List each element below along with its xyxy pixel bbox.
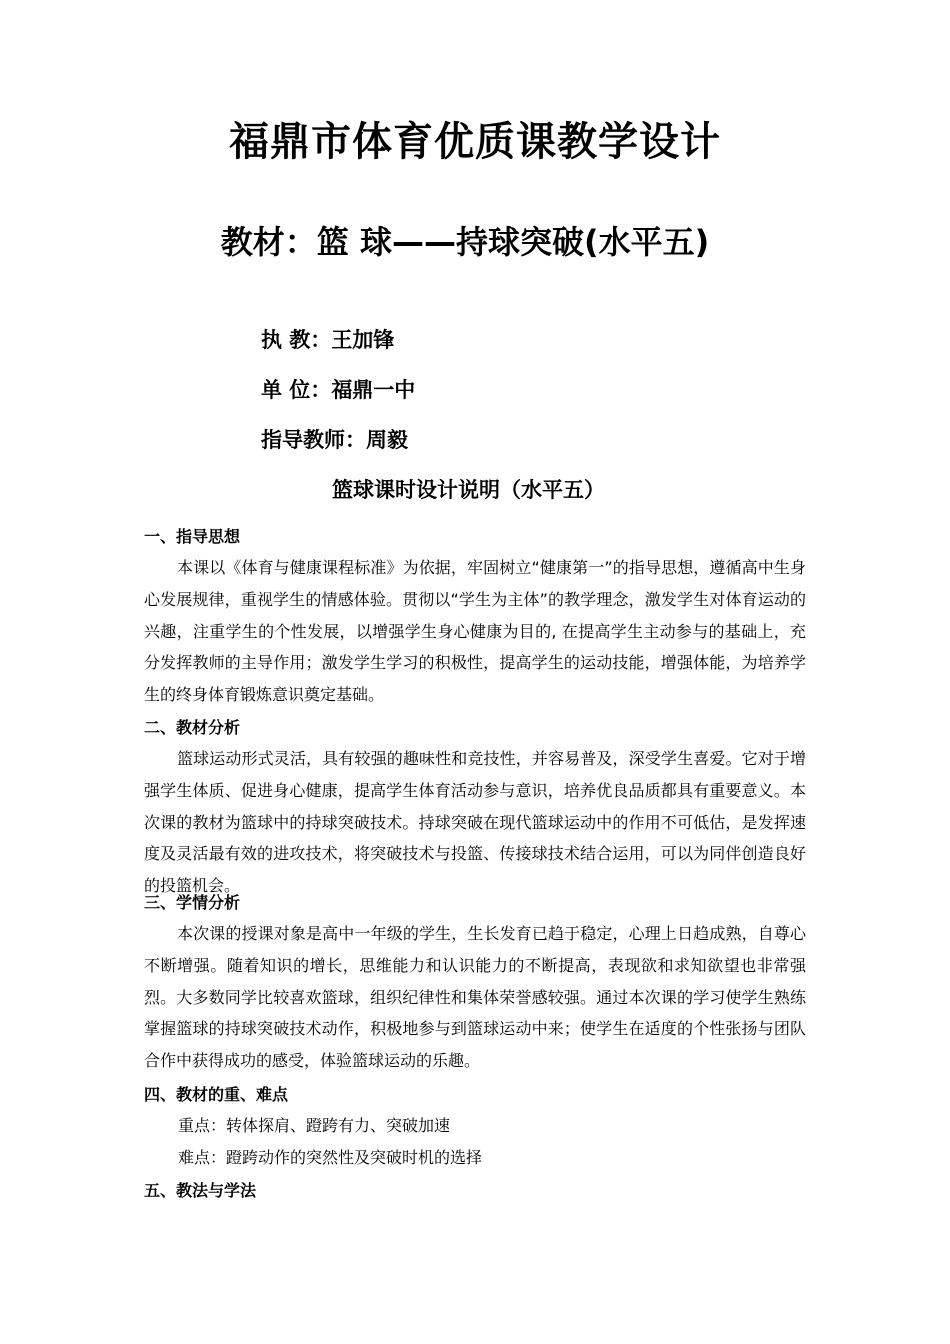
difficult-point-line: 难点：蹬跨动作的突然性及突破时机的选择	[178, 1148, 483, 1167]
document-title: 福鼎市体育优质课教学设计	[229, 119, 721, 165]
document-subtitle: 教材：篮 球——持球突破(水平五)	[220, 223, 710, 261]
advisor-value: 周毅	[366, 428, 408, 452]
info-advisor	[261, 424, 408, 456]
teacher-value: 王加锋	[331, 328, 395, 352]
advisor-label: 指导教师：	[261, 428, 366, 452]
heading-material-analysis: 二、教材分析	[144, 718, 241, 737]
para-material-analysis: 篮球运动形式灵活，具有较强的趣味性和竞技性，并容易普及，深受学生喜爱。它对于增强学生体质、促进身心健康，提高学生体育活动参与意识，培养优良品质都具有重要意义。本次课的教材为篮球中的持球突破技术。持球突破在现代篮球运动中的作用不可低估，是发挥速度及灵活最有效的进攻技术，将突破技术与投篮、传接球技术结合运用，可以为同伴创造良好的投篮机会。	[144, 749, 806, 896]
section-title: 篮球课时设计说明（水平五）	[332, 478, 605, 502]
info-teacher	[261, 324, 394, 356]
info-unit	[261, 374, 415, 406]
heading-student-analysis: 三、学情分析	[144, 893, 241, 912]
heading-methods: 五、教法与学法	[144, 1181, 257, 1200]
heading-guiding-thought: 一、指导思想	[144, 527, 241, 546]
unit-label: 单 位：	[261, 378, 332, 402]
unit-value: 福鼎一中	[331, 378, 416, 402]
para-student-analysis: 本次课的授课对象是高中一年级的学生，生长发育已趋于稳定，心理上日趋成熟，自尊心不断增强。随着知识的增长，思维能力和认识能力的不断提高，表现欲和求知欲望也非常强烈。大多数同学比较喜欢篮球，组织纪律性和集体荣誉感较强。通过本次课的学习使学生熟练掌握篮球的持球突破技术动作，积极地参与到篮球运动中来；使学生在适度的个性张扬与团队合作中获得成功的感受，体验篮球运动的乐趣。	[144, 924, 806, 1071]
para-guiding-thought: 本课以《体育与健康课程标准》为依据，牢固树立“健康第一”的指导思想，遵循高中生身心发展规律，重视学生的情感体验。贯彻以“学生为主体”的教学理念，激发学生对体育运动的兴趣，注重学生的个性发展，以增强学生身心健康为目的, 在提高学生主动参与的基础上，充分发挥教师的主导作用；激发学生学习的积极性，提高学生的运动技能，增强体能，为培养学生的终身体育锻炼意识奠定基础。	[144, 558, 806, 705]
heading-key-points: 四、教材的重、难点	[144, 1085, 289, 1104]
key-point-line: 重点：转体探肩、蹬跨有力、突破加速	[178, 1116, 451, 1135]
teacher-label: 执 教：	[261, 328, 332, 352]
